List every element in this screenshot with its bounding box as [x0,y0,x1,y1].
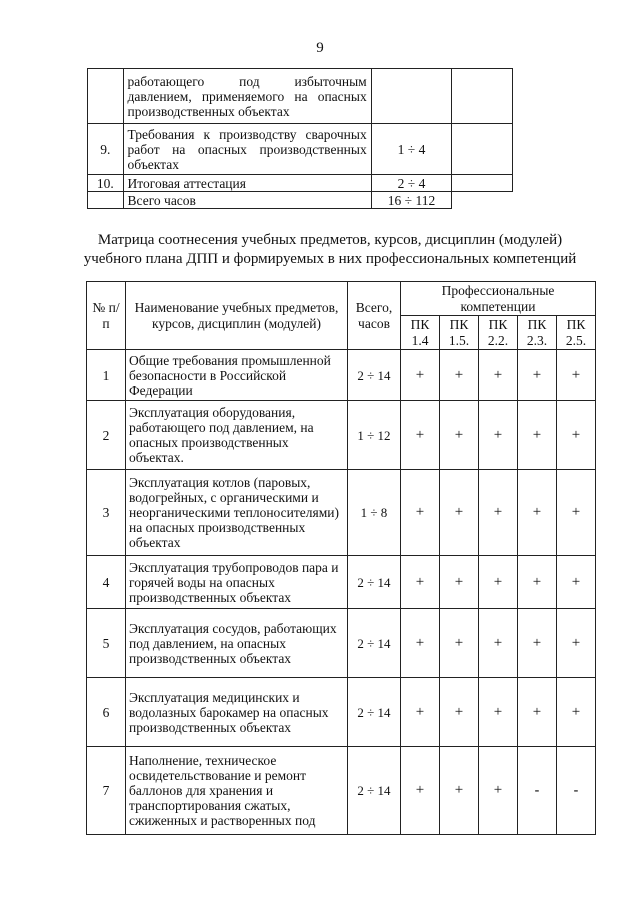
competence-mark: + [557,350,596,401]
row-number [88,69,124,124]
competence-mark: + [557,556,596,609]
competence-mark: + [518,609,557,678]
competence-mark: + [557,609,596,678]
competence-mark: + [479,470,518,556]
total-hours: 16 ÷ 112 [371,192,452,209]
competence-mark: + [518,556,557,609]
competence-mark: + [440,556,479,609]
row-number: 7 [87,747,126,835]
subject-name: Эксплуатация сосудов, работающих под давлением, на опасных производственных объектах [126,609,348,678]
competence-mark: + [518,470,557,556]
header-row [87,282,596,316]
subject-name: Общие требования промышленной безопасности в Российской Федерации [126,350,348,401]
competence-mark: + [440,470,479,556]
header-competences: Профессиональные компетенции [401,282,596,316]
competence-mark: + [479,609,518,678]
subject-name: Эксплуатация котлов (паровых, водогрейных, с органическими и неорганическими теплоносителями) на опасных производственных объектах [126,470,348,556]
empty-cell [452,69,513,124]
header-pk: ПК 2.2. [479,316,518,350]
row-number [88,192,124,209]
header-pk: ПК 1.5. [440,316,479,350]
empty-cell [452,192,513,209]
competence-mark: + [401,470,440,556]
subject-hours: 2 ÷ 14 [348,678,401,747]
table-row [88,69,513,124]
table-row [87,470,596,556]
competence-mark: - [518,747,557,835]
table-row [87,350,596,401]
table-row [88,192,513,209]
table-row [87,609,596,678]
subject-name: Эксплуатация оборудования, работающего под давлением, на опасных производственных объектах. [126,401,348,470]
header-hours: Всего, часов [348,282,401,350]
row-number: 5 [87,609,126,678]
competence-mark: + [440,401,479,470]
competence-mark: + [479,678,518,747]
competence-mark: + [557,401,596,470]
subject-name: Требования к производству сварочных работ на опасных производственных объектах [123,124,371,175]
subject-hours: 1 ÷ 4 [371,124,452,175]
competence-mark: + [518,678,557,747]
subject-hours: 1 ÷ 12 [348,401,401,470]
competence-mark: + [401,609,440,678]
empty-cell [452,175,513,192]
total-label: Всего часов [123,192,371,209]
matrix-title [60,231,600,269]
competence-mark: + [518,401,557,470]
subject-name: Эксплуатация трубопроводов пара и горячей воды на опасных производственных объектах [126,556,348,609]
empty-cell [452,124,513,175]
competence-mark: + [479,556,518,609]
competence-mark: + [440,350,479,401]
competence-mark: - [557,747,596,835]
competence-mark: + [401,678,440,747]
header-pk: ПК 1.4 [401,316,440,350]
row-number: 2 [87,401,126,470]
subject-name: Наполнение, техническое освидетельствование и ремонт баллонов для хранения и транспортирования сжатых, сжиженных и растворенных под [126,747,348,835]
row-number: 4 [87,556,126,609]
competence-mark: + [401,747,440,835]
header-pk: ПК 2.3. [518,316,557,350]
subject-hours [371,69,452,124]
table-row [88,175,513,192]
competence-mark: + [401,401,440,470]
subject-hours: 1 ÷ 8 [348,470,401,556]
subject-name: работающего под избыточным давлением, применяемого на опасных производственных объектах [123,69,371,124]
competence-mark: + [401,556,440,609]
row-number: 1 [87,350,126,401]
matrix-title-line: учебного плана ДПП и формируемых в них профессиональных компетенций [83,251,577,267]
page-number: 9 [316,40,324,56]
competence-mark: + [440,609,479,678]
matrix-title-line: Матрица соотнесения учебных предметов, курсов, дисциплин (модулей) [97,232,563,248]
subject-hours: 2 ÷ 14 [348,609,401,678]
header-name: Наименование учебных предметов, курсов, дисциплин (модулей) [126,282,348,350]
table-row [87,678,596,747]
subject-name: Итоговая аттестация [123,175,371,192]
row-number: 9. [88,124,124,175]
competence-mark: + [440,747,479,835]
competence-mark: + [401,350,440,401]
row-number: 6 [87,678,126,747]
table-row [88,124,513,175]
subject-hours: 2 ÷ 14 [348,747,401,835]
competence-mark: + [557,678,596,747]
row-number: 3 [87,470,126,556]
header-num: № п/п [87,282,126,350]
subject-hours: 2 ÷ 4 [371,175,452,192]
subject-name: Эксплуатация медицинских и водолазных барокамер на опасных производственных объектах [126,678,348,747]
competence-mark: + [479,401,518,470]
competence-matrix-table [86,281,596,835]
table-row [87,556,596,609]
subject-hours: 2 ÷ 14 [348,556,401,609]
competence-mark: + [440,678,479,747]
table-row [87,747,596,835]
row-number: 10. [88,175,124,192]
subject-hours: 2 ÷ 14 [348,350,401,401]
header-pk: ПК 2.5. [557,316,596,350]
hours-table-continuation [87,68,513,209]
table-row [87,401,596,470]
competence-mark: + [557,470,596,556]
competence-mark: + [518,350,557,401]
competence-mark: + [479,350,518,401]
competence-mark: + [479,747,518,835]
